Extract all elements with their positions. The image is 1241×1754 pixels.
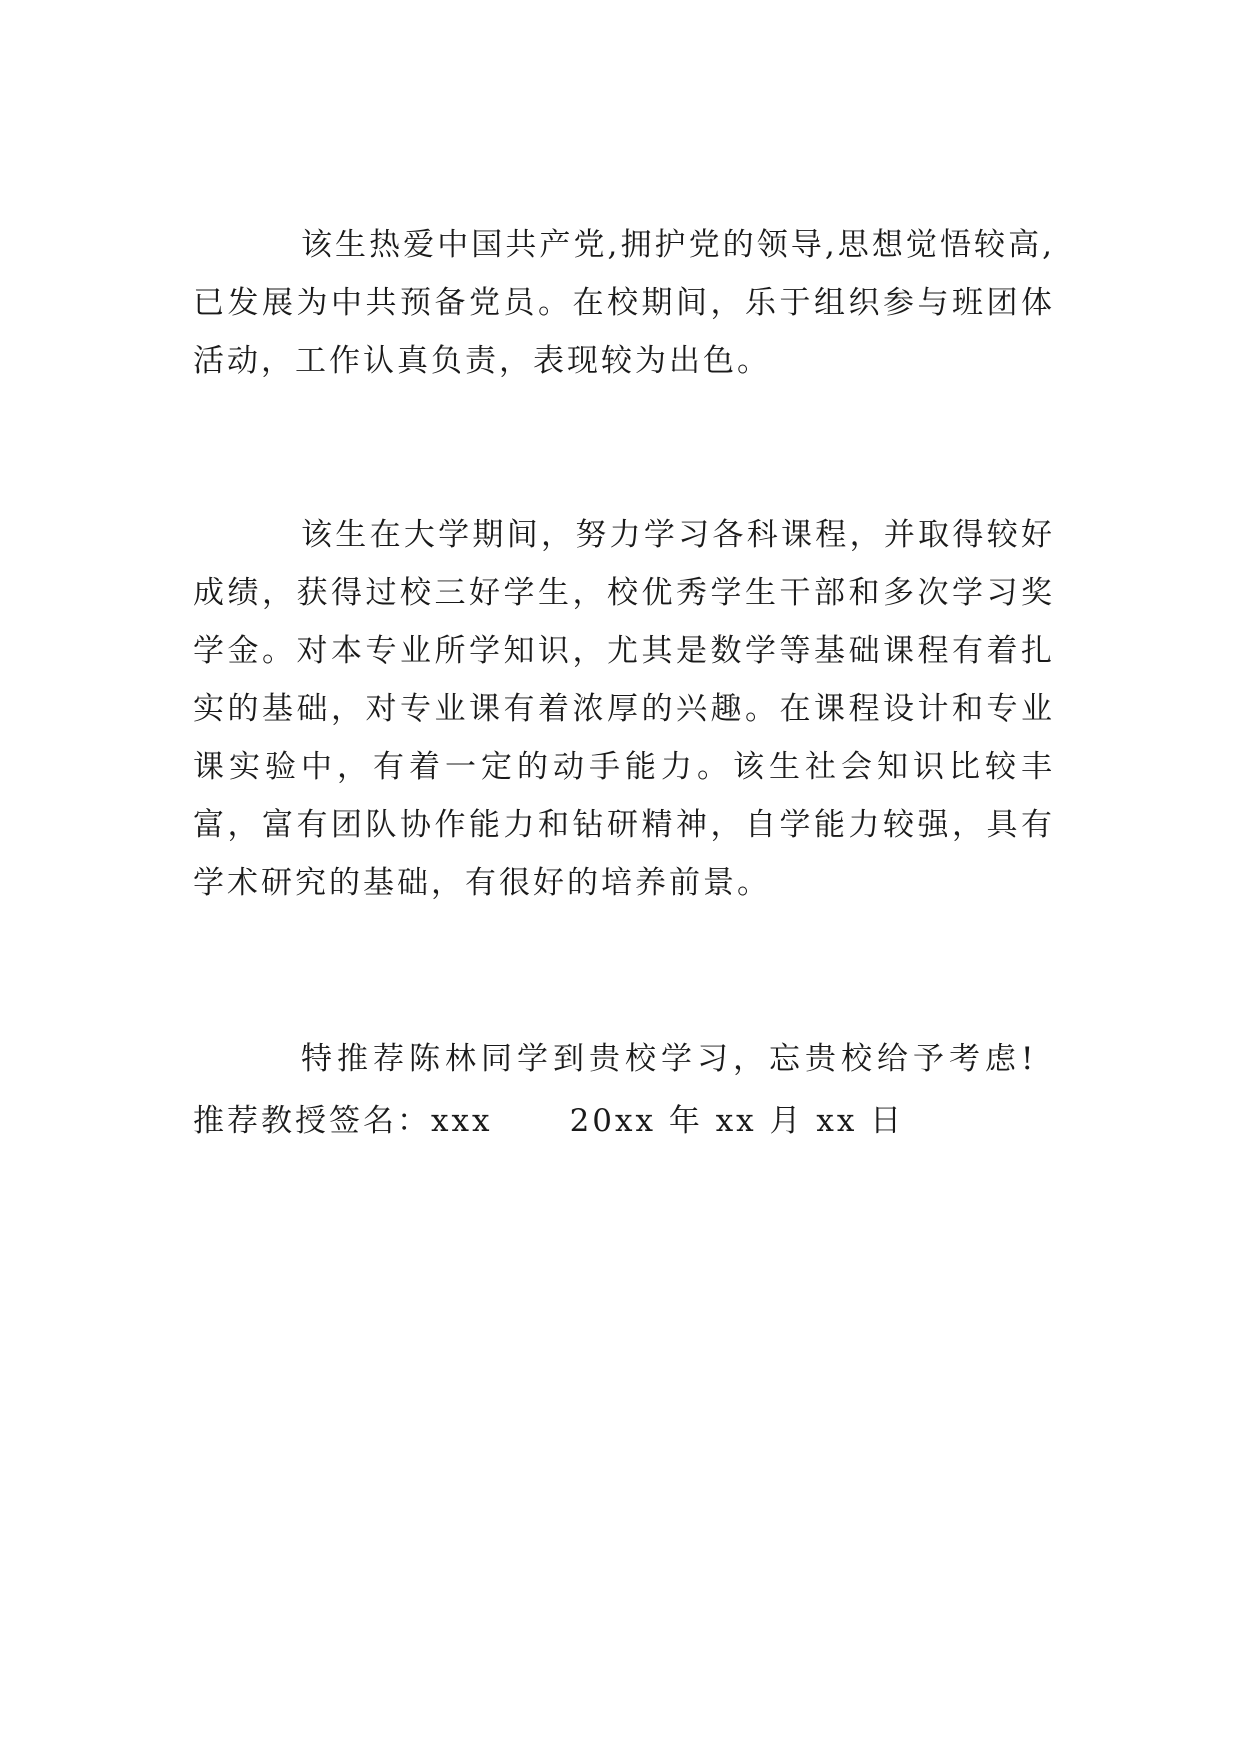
closing-recommendation: 特推荐陈林同学到贵校学习，忘贵校给予考虑!: [301, 1041, 1039, 1077]
signature-line: 推荐教授签名：xxx 20xx 年 xx 月 xx 日: [193, 1103, 905, 1139]
paragraph-political-performance: 该生热爱中国共产党,拥护党的领导,思想觉悟较高,已发展为中共预备党员。在校期间，乐于组织参与班团体活动，工作认真负责，表现较为出色。: [193, 227, 1055, 379]
paragraph-academic-performance: 该生在大学期间，努力学习各科课程，并取得较好成绩，获得过校三好学生，校优秀学生干部和多次学习奖学金。对本专业所学知识，尤其是数学等基础课程有着扎实的基础，对专业课有着浓厚的兴趣。在课程设计和专业课实验中，有着一定的动手能力。该生社会知识比较丰富，富有团队协作能力和钻研精神，自学能力较强，具有学术研究的基础，有很好的培养前景。: [193, 517, 1055, 901]
